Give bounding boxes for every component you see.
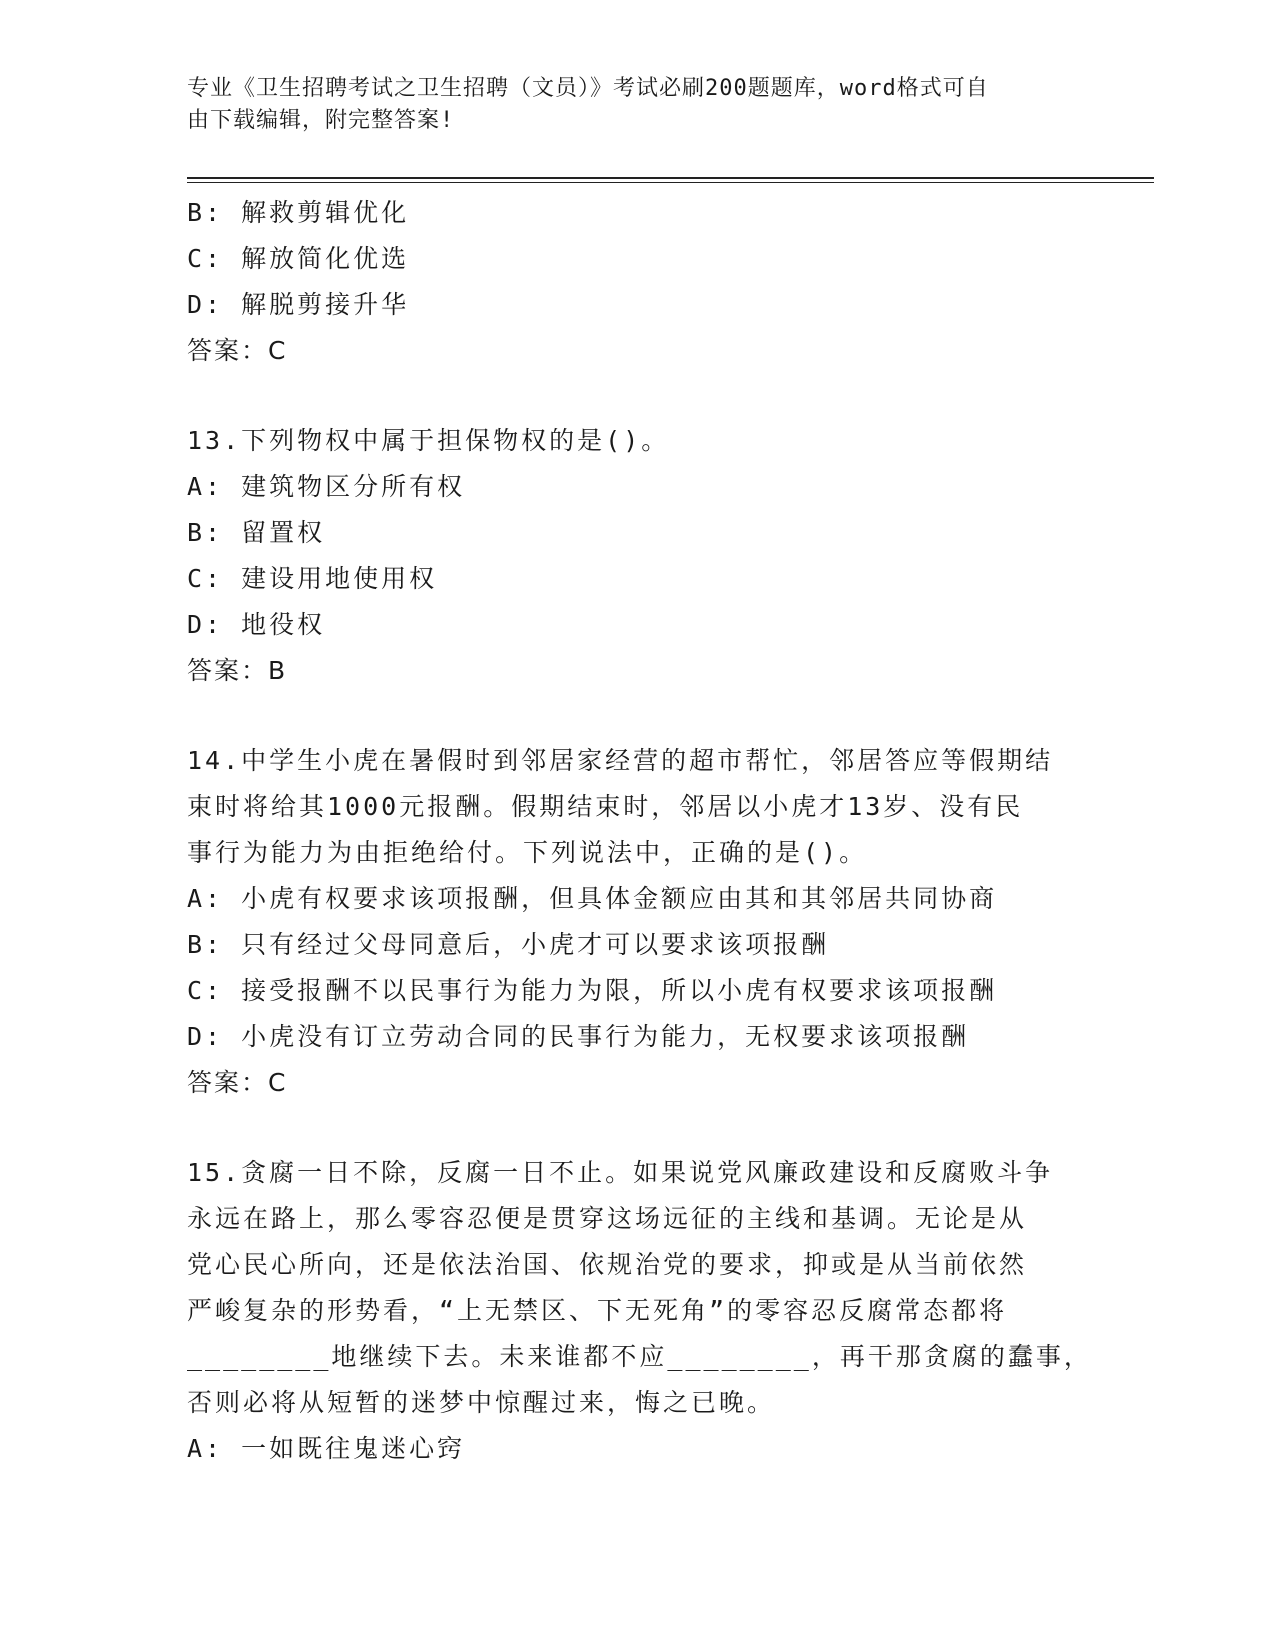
option-a: A: 小虎有权要求该项报酬，但具体金额应由其和其邻居共同协商 xyxy=(187,884,998,913)
question-13 xyxy=(187,418,1087,694)
option-d: D: 小虎没有订立劳动合同的民事行为能力，无权要求该项报酬 xyxy=(187,1022,970,1051)
option-b: B: 只有经过父母同意后，小虎才可以要求该项报酬 xyxy=(187,930,830,959)
spacer xyxy=(187,374,1087,418)
question-stem-line-3: 党心民心所向，还是依法治国、依规治党的要求，抑或是从当前依然 xyxy=(187,1250,1028,1279)
option-d: D: 解脱剪接升华 xyxy=(187,290,410,319)
page-header xyxy=(187,73,1067,137)
question-stem-line-4: 严峻复杂的形势看，“上无禁区、下无死角”的零容忍反腐常态都将 xyxy=(187,1296,1008,1325)
question-stem-line-6: 否则必将从短暂的迷梦中惊醒过来，悔之已晚。 xyxy=(187,1388,776,1417)
question-content xyxy=(187,190,1092,1472)
question-14 xyxy=(187,738,1087,1106)
answer-line: 答案：C xyxy=(187,1068,288,1097)
spacer xyxy=(187,694,1087,738)
option-b: B: 解救剪辑优化 xyxy=(187,198,410,227)
question-12 xyxy=(187,190,1087,374)
answer-line: 答案：C xyxy=(187,336,288,365)
header-divider xyxy=(187,177,1154,183)
option-a: A: 建筑物区分所有权 xyxy=(187,472,466,501)
question-stem-line-5: ________地继续下去。未来谁都不应________，再干那贪腐的蠢事， xyxy=(187,1342,1092,1371)
question-stem-line-3: 事行为能力为由拒绝给付。下列说法中，正确的是()。 xyxy=(187,838,868,867)
option-d: D: 地役权 xyxy=(187,610,326,639)
question-stem-line-1: 14.中学生小虎在暑假时到邻居家经营的超市帮忙，邻居答应等假期结 xyxy=(187,746,1054,775)
question-15 xyxy=(187,1150,1092,1472)
header-line-1: 专业《卫生招聘考试之卫生招聘（文员）》考试必刷200题题库，word格式可自 xyxy=(187,76,989,101)
question-stem: 13.下列物权中属于担保物权的是()。 xyxy=(187,426,670,455)
question-stem-line-2: 束时将给其1000元报酬。假期结束时，邻居以小虎才13岁、没有民 xyxy=(187,792,1024,821)
header-line-2: 由下载编辑，附完整答案! xyxy=(187,108,455,133)
answer-line: 答案：B xyxy=(187,656,288,685)
question-stem-line-2: 永远在路上，那么零容忍便是贯穿这场远征的主线和基调。无论是从 xyxy=(187,1204,1028,1233)
question-stem-line-1: 15.贪腐一日不除，反腐一日不止。如果说党风廉政建设和反腐败斗争 xyxy=(187,1158,1054,1187)
option-c: C: 解放简化优选 xyxy=(187,244,410,273)
option-c: C: 建设用地使用权 xyxy=(187,564,438,593)
option-a: A: 一如既往鬼迷心窍 xyxy=(187,1434,466,1463)
option-b: B: 留置权 xyxy=(187,518,326,547)
spacer xyxy=(187,1106,1087,1150)
option-c: C: 接受报酬不以民事行为能力为限，所以小虎有权要求该项报酬 xyxy=(187,976,998,1005)
